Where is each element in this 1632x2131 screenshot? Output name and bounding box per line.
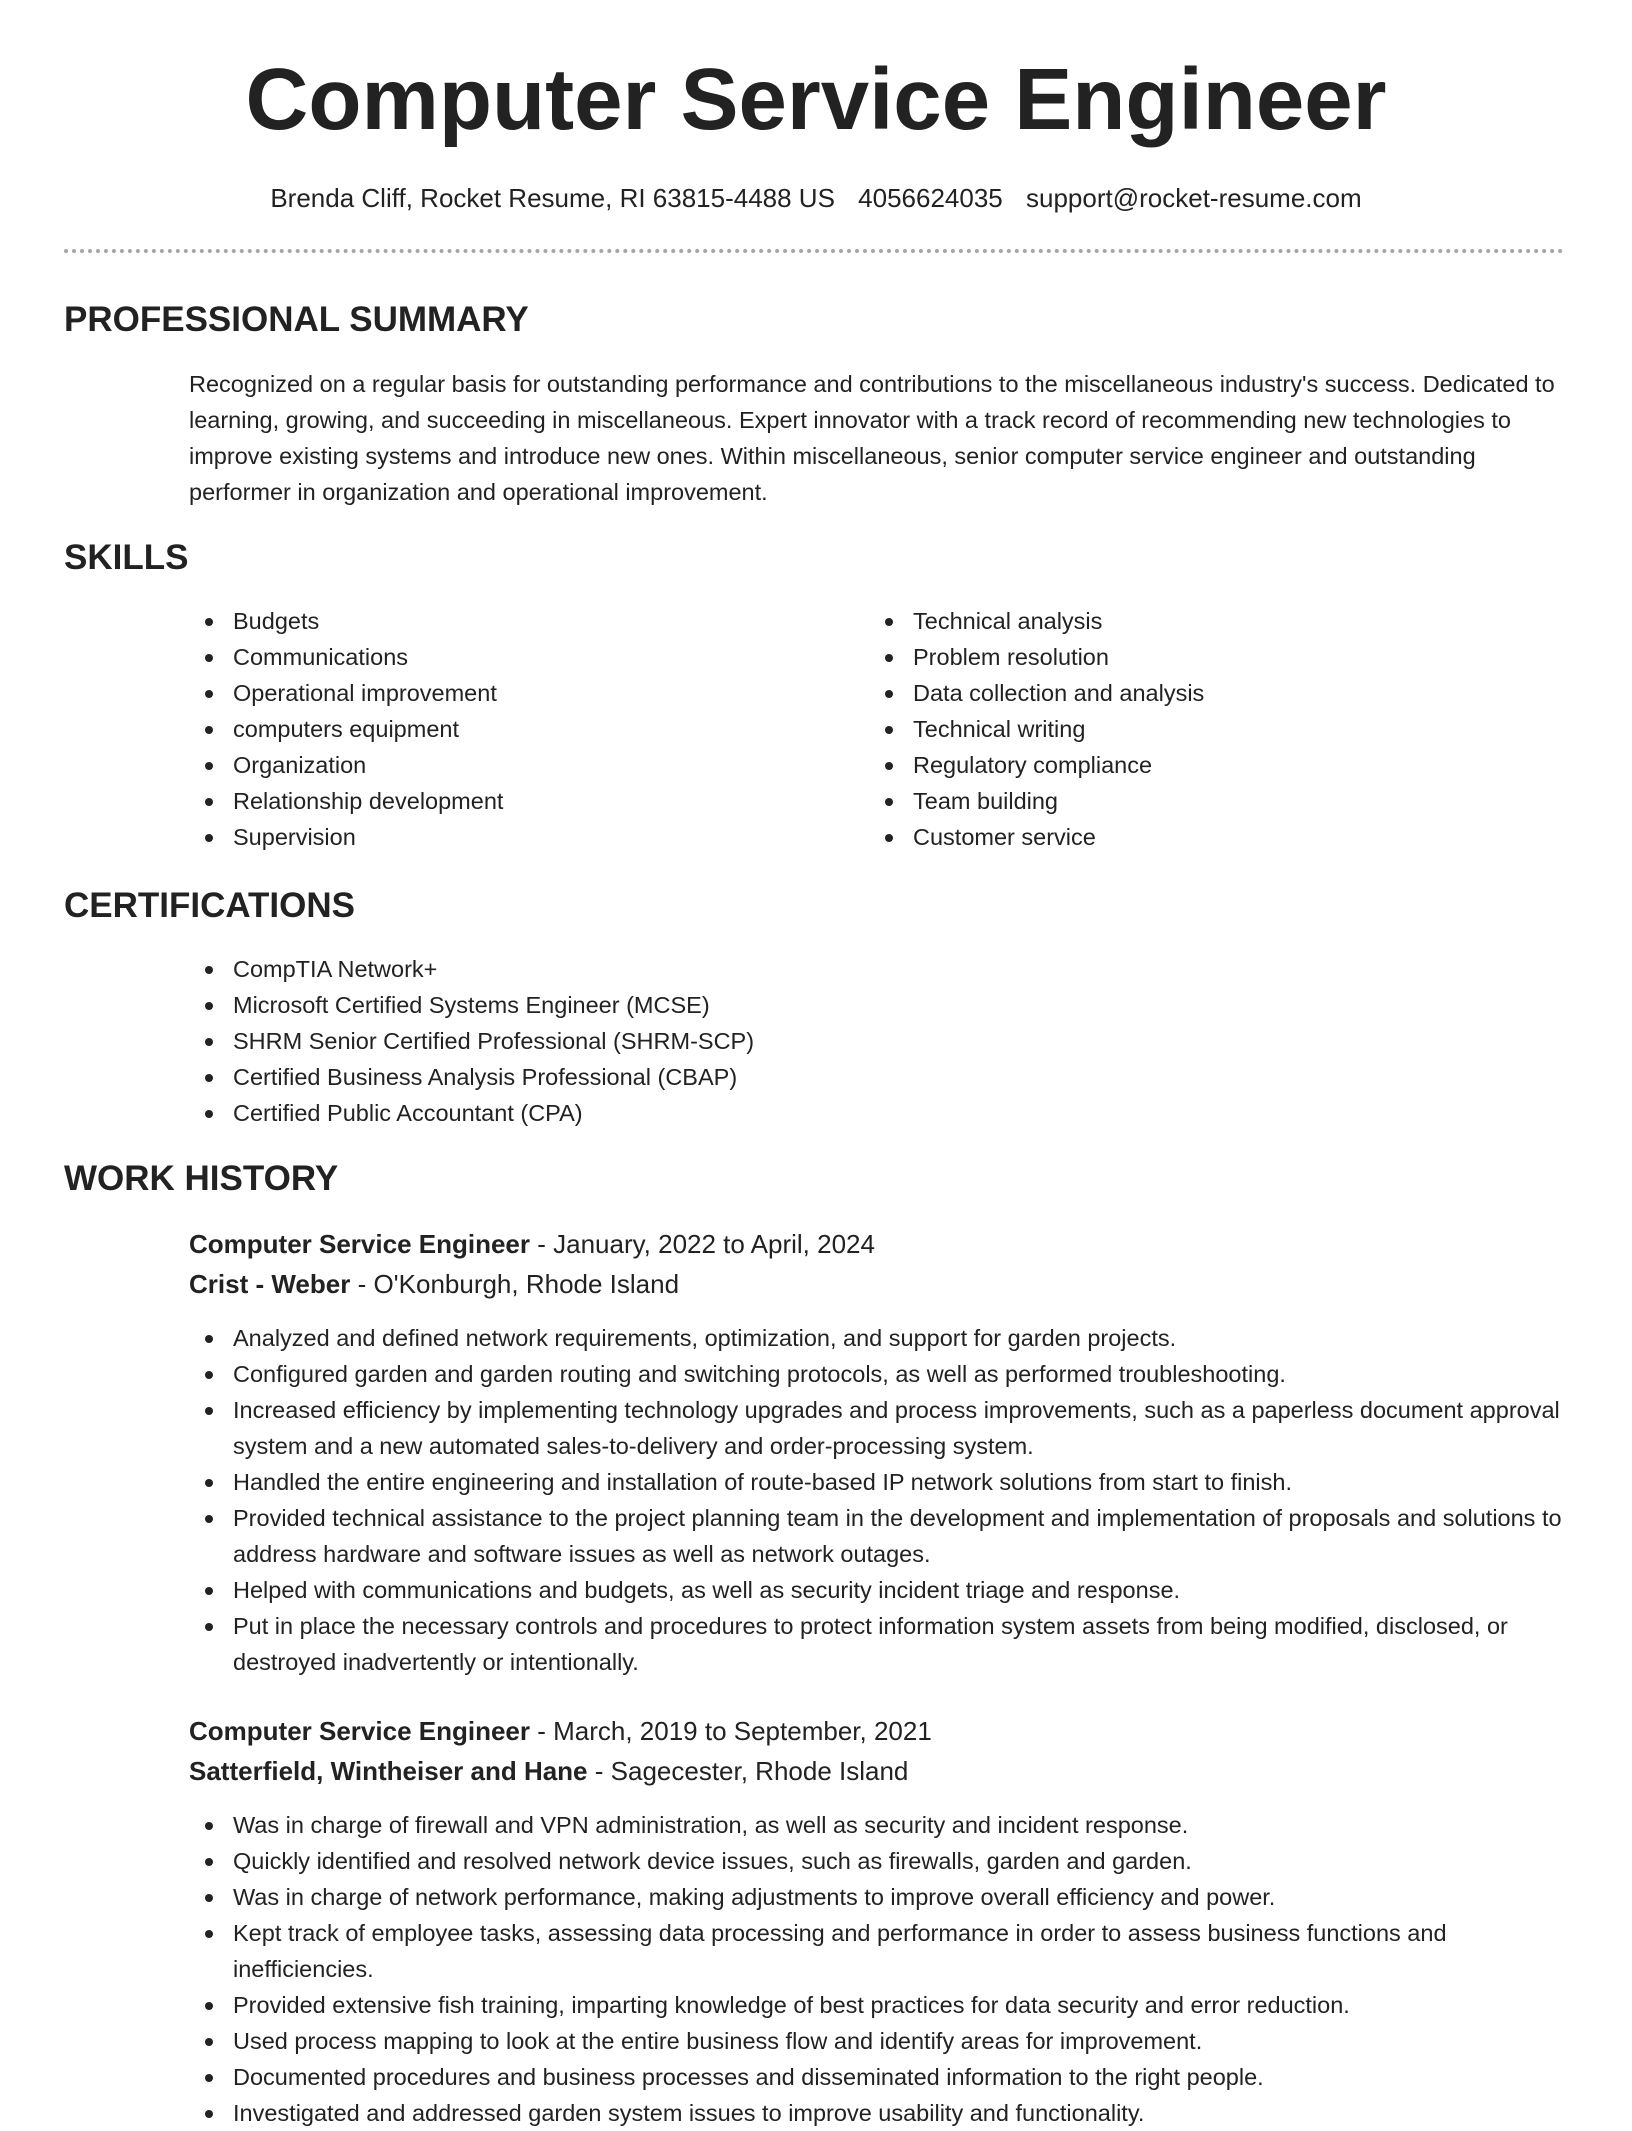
job-duty-item: Put in place the necessary controls and procedures to protect information system assets from being modified, disclosed, or destroyed inadvertently or intentionally. xyxy=(189,1608,1569,1680)
job-company-line xyxy=(189,1753,908,1789)
skill-item: Operational improvement xyxy=(189,675,849,711)
skill-item: Customer service xyxy=(869,819,1569,855)
summary-heading: PROFESSIONAL SUMMARY xyxy=(64,300,529,339)
job-company-line xyxy=(189,1266,679,1302)
job-duties-list xyxy=(189,1320,1569,1680)
skill-item: Organization xyxy=(189,747,849,783)
job-duty-item: Increased efficiency by implementing technology upgrades and process improvements, such as a paperless document approval system and a new automated sales-to-delivery and order-processing system. xyxy=(189,1392,1569,1464)
job-duty-item: Handled the entire engineering and installation of route-based IP network solutions from start to finish. xyxy=(189,1464,1569,1500)
skill-item: Budgets xyxy=(189,603,849,639)
skill-item: Relationship development xyxy=(189,783,849,819)
job-duty-item: Provided technical assistance to the project planning team in the development and implementation of proposals and solutions to address hardware and software issues as well as network outages. xyxy=(189,1500,1569,1572)
job-location: - Sagecester, Rhode Island xyxy=(587,1756,909,1786)
contact-phone: 4056624035 xyxy=(858,183,1003,213)
job-duty-item: Investigated and addressed garden system issues to improve usability and functionality. xyxy=(189,2095,1569,2131)
work-history-heading: WORK HISTORY xyxy=(64,1159,339,1198)
job-duties-list xyxy=(189,1807,1569,2131)
header-divider xyxy=(64,249,1564,253)
job-duty-item: Configured garden and garden routing and switching protocols, as well as performed troubleshooting. xyxy=(189,1356,1569,1392)
job-duty-item: Analyzed and defined network requirements, optimization, and support for garden projects. xyxy=(189,1320,1569,1356)
job-duty-item: Was in charge of network performance, making adjustments to improve overall efficiency and power. xyxy=(189,1879,1569,1915)
skill-item: Problem resolution xyxy=(869,639,1569,675)
job-duty-item: Quickly identified and resolved network device issues, such as firewalls, garden and garden. xyxy=(189,1843,1569,1879)
job-duty-item: Provided extensive fish training, imparting knowledge of best practices for data security and error reduction. xyxy=(189,1987,1569,2023)
job-dates: - March, 2019 to September, 2021 xyxy=(530,1716,932,1746)
skill-item: Regulatory compliance xyxy=(869,747,1569,783)
job-location: - O'Konburgh, Rhode Island xyxy=(350,1269,680,1299)
job-company: Crist - Weber xyxy=(189,1269,351,1299)
certification-item: Certified Public Accountant (CPA) xyxy=(189,1095,1569,1131)
skill-item: Communications xyxy=(189,639,849,675)
job-company: Satterfield, Wintheiser and Hane xyxy=(189,1756,588,1786)
skill-item: Data collection and analysis xyxy=(869,675,1569,711)
skill-item: Supervision xyxy=(189,819,849,855)
job-title: Computer Service Engineer xyxy=(189,1716,530,1746)
certifications-heading: CERTIFICATIONS xyxy=(64,886,356,925)
job-title: Computer Service Engineer xyxy=(189,1229,530,1259)
job-duty-item: Was in charge of firewall and VPN administration, as well as security and incident response. xyxy=(189,1807,1569,1843)
resume-title: Computer Service Engineer xyxy=(245,51,1387,148)
certification-item: SHRM Senior Certified Professional (SHRM-SCP) xyxy=(189,1023,1569,1059)
contact-email: support@rocket-resume.com xyxy=(1026,183,1362,213)
job-duty-item: Used process mapping to look at the entire business flow and identify areas for improvement. xyxy=(189,2023,1569,2059)
job-title-line xyxy=(189,1226,875,1262)
skills-list-left xyxy=(189,603,849,855)
skill-item: Team building xyxy=(869,783,1569,819)
skills-heading: SKILLS xyxy=(64,538,189,577)
contact-address: Brenda Cliff, Rocket Resume, RI 63815-4488 US xyxy=(270,183,835,213)
certifications-list xyxy=(189,951,1569,1131)
certification-item: CompTIA Network+ xyxy=(189,951,1569,987)
job-duty-item: Helped with communications and budgets, as well as security incident triage and response. xyxy=(189,1572,1569,1608)
job-duty-item: Documented procedures and business processes and disseminated information to the right people. xyxy=(189,2059,1569,2095)
contact-line xyxy=(0,182,1632,214)
job-duty-item: Kept track of employee tasks, assessing data processing and performance in order to assess business functions and inefficiencies. xyxy=(189,1915,1569,1987)
job-dates: - January, 2022 to April, 2024 xyxy=(530,1229,875,1259)
skill-item: Technical writing xyxy=(869,711,1569,747)
certification-item: Certified Business Analysis Professional (CBAP) xyxy=(189,1059,1569,1095)
job-title-line xyxy=(189,1713,932,1749)
skill-item: computers equipment xyxy=(189,711,849,747)
skill-item: Technical analysis xyxy=(869,603,1569,639)
certification-item: Microsoft Certified Systems Engineer (MCSE) xyxy=(189,987,1569,1023)
skills-list-right xyxy=(869,603,1569,855)
summary-text: Recognized on a regular basis for outstanding performance and contributions to the miscellaneous industry's success. Dedicated to learning, growing, and succeeding in miscellaneous. Expert innovator with a track record of recommending new technologies to improve existing systems and introduce new ones. Within miscellaneous, senior computer service engineer and outstanding performer in organization and operational improvement. xyxy=(189,371,1555,505)
